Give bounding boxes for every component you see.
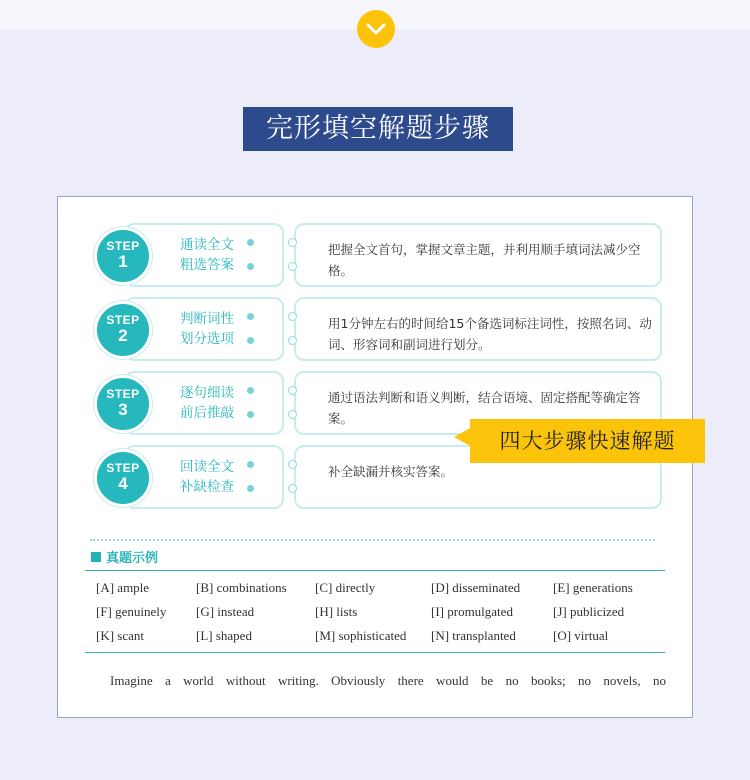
step-label-line2: 划分选项 <box>180 331 234 347</box>
step-description: 把握全文首句，掌握文章主题，并利用顺手填词法减少空格。 <box>328 242 641 278</box>
step-label-line2: 前后推敲 <box>180 405 234 421</box>
word-option: [K] scant <box>96 628 145 643</box>
connector-dot <box>247 239 254 246</box>
connector-dot <box>247 313 254 320</box>
connector-ring <box>288 336 297 345</box>
step-label <box>180 309 234 349</box>
connector-ring <box>288 386 297 395</box>
word-option: [B] combinations <box>196 580 287 595</box>
step-badge-text: STEP <box>106 387 140 401</box>
word-option: [N] transplanted <box>431 628 516 643</box>
square-bullet-icon <box>91 552 101 562</box>
step-label <box>180 457 234 497</box>
word-option: [C] directly <box>315 580 376 595</box>
step-badge-text: STEP <box>106 461 140 475</box>
step-badge-number: 4 <box>118 474 128 493</box>
step-description: 用1分钟左右的时间给15个备选词标注词性，按照名词、动词、形容词和副词进行划分。 <box>328 316 652 352</box>
step-label-line2: 补缺检查 <box>180 479 234 495</box>
section-title <box>91 547 158 566</box>
passage-text: Imagine a world without writing. Obviously there would be no books; no novels, no <box>110 673 666 688</box>
connector-dot <box>247 263 254 270</box>
connector-ring <box>288 238 297 247</box>
word-option: [F] genuinely <box>96 604 167 619</box>
connector-dot <box>247 337 254 344</box>
connector-ring <box>288 460 297 469</box>
step-row-2 <box>94 297 664 363</box>
connector-ring <box>288 262 297 271</box>
step-badge <box>94 449 152 507</box>
step-badge-number: 3 <box>118 400 128 419</box>
connector-dot <box>247 387 254 394</box>
step-badge <box>94 227 152 285</box>
step-desc-box <box>294 223 662 287</box>
connector-ring <box>288 410 297 419</box>
step-badge <box>94 375 152 433</box>
word-option: [D] disseminated <box>431 580 521 595</box>
step-label <box>180 235 234 275</box>
chevron-down-icon[interactable] <box>357 10 395 48</box>
step-description: 通过语法判断和语义判断，结合语境、固定搭配等确定答案。 <box>328 390 641 426</box>
connector-dot <box>247 461 254 468</box>
word-option: [G] instead <box>196 604 255 619</box>
word-option: [J] publicized <box>553 604 625 619</box>
word-option: [I] promulgated <box>431 604 513 619</box>
step-label-line1: 回读全文 <box>180 459 234 475</box>
step-label-line1: 判断词性 <box>180 311 234 327</box>
step-label-line1: 逐句细读 <box>180 385 234 401</box>
step-row-1 <box>94 223 664 289</box>
step-badge-text: STEP <box>106 313 140 327</box>
connector-dot <box>247 411 254 418</box>
step-badge <box>94 301 152 359</box>
step-desc-box <box>294 297 662 361</box>
connector-dot <box>247 485 254 492</box>
step-badge-number: 1 <box>118 252 128 271</box>
rule-bottom <box>85 652 665 653</box>
callout-banner: 四大步骤快速解题 <box>470 419 705 463</box>
word-option: [O] virtual <box>553 628 609 643</box>
step-badge-text: STEP <box>106 239 140 253</box>
word-option: [E] generations <box>553 580 633 595</box>
connector-ring <box>288 312 297 321</box>
step-badge-number: 2 <box>118 326 128 345</box>
word-option: [H] lists <box>315 604 358 619</box>
step-label-line2: 粗选答案 <box>180 257 234 273</box>
word-option: [L] shaped <box>196 628 252 643</box>
section-title-text: 真题示例 <box>106 551 159 566</box>
connector-ring <box>288 484 297 493</box>
page-title: 完形填空解题步骤 <box>243 107 513 151</box>
step-label <box>180 383 234 423</box>
divider <box>90 539 655 541</box>
word-option: [A] ample <box>96 580 150 595</box>
step-description: 补全缺漏并核实答案。 <box>328 464 454 479</box>
rule-top <box>85 570 665 571</box>
word-option: [M] sophisticated <box>315 628 407 643</box>
step-label-line1: 通读全文 <box>180 237 234 253</box>
